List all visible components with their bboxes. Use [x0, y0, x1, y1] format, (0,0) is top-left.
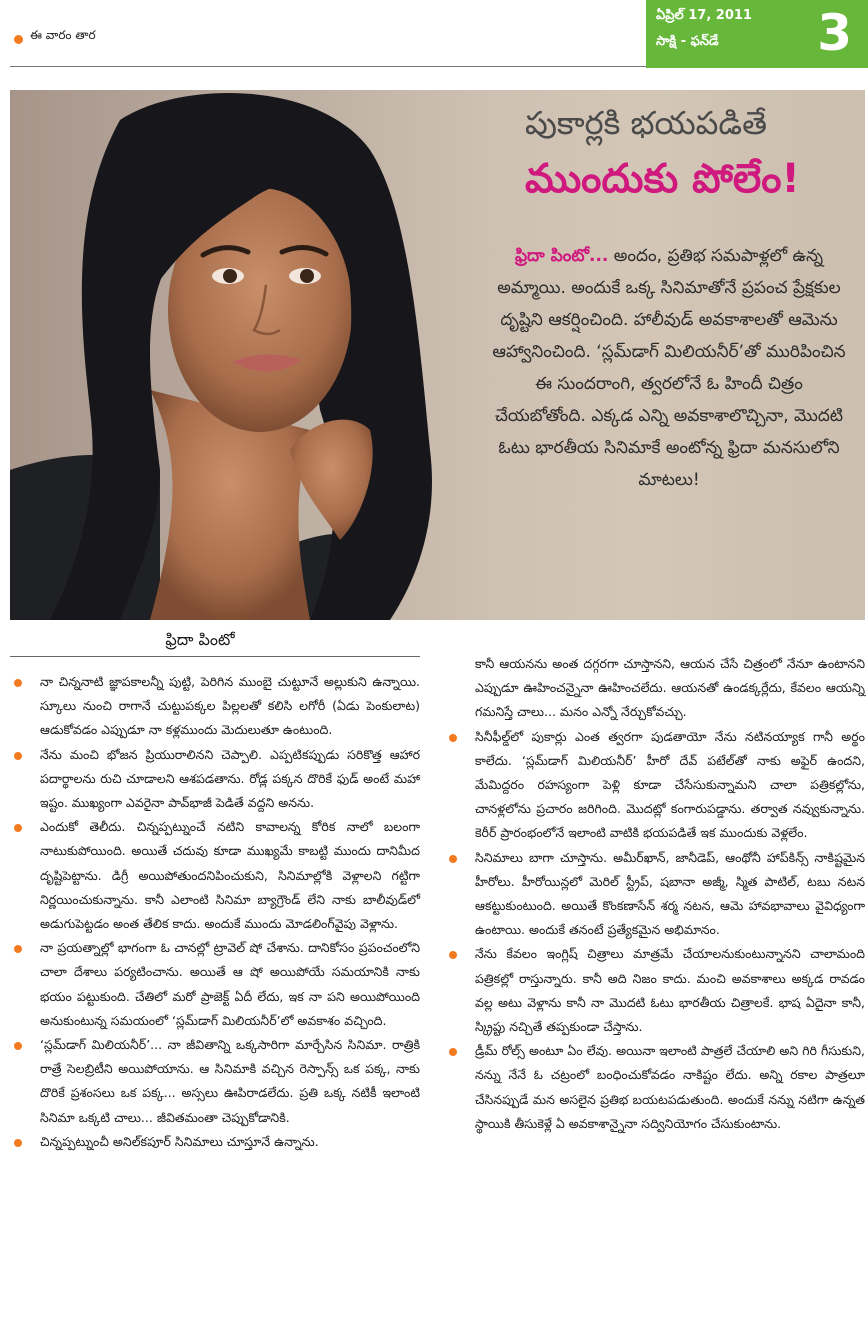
paper-name: సాక్షి - ఫన్‌డే [656, 34, 719, 49]
header-rule [10, 66, 646, 67]
paragraph-bullet-icon [14, 1042, 22, 1050]
paragraph-bullet-icon [14, 679, 22, 687]
article-paragraph: ‘స్లమ్‌డాగ్ మిలియనీర్’... నా జీవితాన్ని ఒక్కసారిగా మార్చేసిన సినిమా. రాత్రికి రాత్రే సెలబ్రిటీని అయిపోయాను. ఆ సినిమాకి వచ్చిన రెస్పాన్స్ ఒక పక్క, నాకు దొరికే ప్రశంసలు ఒక పక్క... అస్సలు ఊపిరాడలేదు. ప్రతి ఒక్క నటికీ ఇలాంటి సినిమా ఒక్కటి చాలు... జీవితమంతా చెప్పుకోడానికి. [10, 1033, 420, 1130]
intro-text: అందం, ప్రతిభ సమపాళ్లలో ఉన్న అమ్మాయి. అందుకే ఒక్క సినిమాతోనే ప్రపంచ ప్రేక్షకుల దృష్టిని ఆకర్షించింది. హాలీవుడ్ అవకాశాలతో ఆమెను ఆహ్వానించింది. ‘స్లమ్‌డాగ్ మిలియనీర్’తో మురిపించిన ఈ సుందరాంగి, త్వరలోనే ఓ హిందీ చిత్రం చేయబోతోంది. ఎక్కడ ఎన్ని అవకాశాలొచ్చినా, మొదటి ఓటు భారతీయ సినిమాకే అంటోన్న ఫ్రిదా మనసులోని మాటలు! [492, 246, 846, 490]
article-paragraph: నేను కేవలం ఇంగ్లిష్ చిత్రాలు మాత్రమే చేయాలనుకుంటున్నానని చాలామంది పత్రికల్లో రాస్తున్నారు. కానీ అది నిజం కాదు. మంచి అవకాశాలు అక్కడ రావడం వల్ల అటు వెళ్లాను కానీ నా మొదటి ఓటు భారతీయ చిత్రాలకే. భాష ఏదైనా కానీ, స్క్రిప్టు నచ్చితే తప్పకుండా చేస్తాను. [445, 942, 865, 1039]
intro-paragraph [488, 240, 850, 496]
caption-rule [10, 656, 420, 657]
article-left-column [10, 670, 420, 1154]
section-label: ఈ వారం తార [30, 28, 96, 42]
paragraph-bullet-icon [449, 734, 457, 742]
article-paragraph: సినీఫీల్డ్‌లో పుకార్లు ఎంత త్వరగా పుడతాయో నేను నటినయ్యాక గానీ అర్థం కాలేదు. ‘స్లమ్‌డాగ్ మిలియనీర్’ హీరో దేవ్ పటేల్‌తో నాకు అఫైర్ ఉందని, మేమిద్దరం రహస్యంగా పెళ్లి కూడా చేసేసుకున్నామని చాలా పత్రికల్లోను, చానళ్లలోను ప్రచారం జరిగింది. మొదట్లో కంగారుపడ్డాను. తర్వాత నవ్వుకున్నాను. కెరీర్ ప్రారంభంలోనే ఇలాంటి వాటికి భయపడితే ఇక ముందుకు వెళ్లలేం. [445, 725, 865, 846]
article-paragraph: చిన్నప్పట్నుంచీ అనిల్‌కపూర్ సినిమాలు చూస్తూనే ఉన్నాను. [10, 1130, 420, 1154]
paragraph-bullet-icon [449, 855, 457, 863]
article-paragraph: ఎందుకో తెలీదు. చిన్నప్పట్నుంచే నటిని కావాలన్న కోరిక నాలో బలంగా నాటుకుపోయింది. అయితే చదువు కూడా ముఖ్యమే కాబట్టి ముందు దానిమీద దృష్టిపెట్టాను. డిగ్రీ అయిపోతుందనిపించుకుని, సినిమాల్లోకి వెళ్లాలని గట్టిగా నిర్ణయించుకున్నాను. కానీ ఎలాంటి సినిమా బ్యాగ్రౌండ్ లేని నాకు బాలీవుడ్‌లో అడుగుపెట్టడం అంత తేలిక కాదు. అందుకే ముందు మోడలింగ్‌వైపు వెళ్లాను. [10, 815, 420, 936]
section-bullet-icon [14, 35, 23, 44]
page-header [0, 0, 868, 70]
article-paragraph: నేను మంచి భోజన ప్రియురాలినని చెప్పాలి. ఎప్పటికప్పుడు సరికొత్త ఆహార పదార్థాలను రుచి చూడాలని ఆశపడతాను. రోడ్ల పక్కన దొరికే ఫుడ్ అంటే మహా ఇష్టం. ముఖ్యంగా ఎవరైనా పావ్‌భాజీ పెడితే వద్దని అనను. [10, 743, 420, 816]
article-paragraph: సినిమాలు బాగా చూస్తాను. అమీర్‌ఖాన్, జానీడెప్, ఆంథోనీ హాప్‌కిన్స్ నాకిష్టమైన హీరోలు. హీరోయిన్లలో మెరిల్ స్ట్రీప్, షబానా అజ్మీ, స్మిత పాటిల్, టబు నటన ఆకట్టుకుంటుంది. అయితే కొంకణాసేన్ శర్మ నటన, ఆమె హావభావాలు వైవిధ్యంగా ఉంటాయి. అందుకే తనంటే ప్రత్యేకమైన అభిమానం. [445, 846, 865, 943]
issue-date: ఏప్రిల్ 17, 2011 [656, 8, 752, 23]
paragraph-bullet-icon [14, 945, 22, 953]
page-number: 3 [817, 4, 852, 62]
article-paragraph: డ్రీమ్ రోల్స్ అంటూ ఏం లేవు. అయినా ఇలాంటి పాత్రలే చేయాలి అని గిరి గీసుకుని, నన్ను నేనే ఓ చట్రంలో బంధించుకోవడం నాకిష్టం లేదు. అన్ని రకాల పాత్రలూ చేసినప్పుడే మన అసలైన ప్రతిభ బయటపడుతుంది. అందుకే నన్ను నటిగా ఉన్నత స్థాయికి తీసుకెళ్లే ఏ అవకాశాన్నైనా సద్వినియోగం చేసుకుంటాను. [445, 1039, 865, 1136]
headline-line-2: ముందుకు పోలేం! [525, 156, 800, 202]
paragraph-bullet-icon [14, 752, 22, 760]
photo-caption: ఫ్రిదా పింటో [165, 630, 235, 649]
paragraph-bullet-icon [449, 951, 457, 959]
paragraph-bullet-icon [14, 824, 22, 832]
paragraph-bullet-icon [449, 1048, 457, 1056]
hero-section [10, 90, 865, 620]
article-continuation: కానీ ఆయనను అంత దగ్గరగా చూస్తానని, ఆయన చేసే చిత్రంలో నేనూ ఉంటానని ఎప్పుడూ ఊహించన్నైనా ఊహించలేదు. ఆయనతో ఉండక్కర్లేదు, కేవలం ఆయన్ని గమనిస్తే చాలు... మనం ఎన్నో నేర్చుకోవచ్చు. [475, 656, 865, 720]
article-right-column [445, 652, 865, 1136]
article-paragraph: నా చిన్ననాటి జ్ఞాపకాలన్నీ పుట్టి, పెరిగిన ముంబై చుట్టూనే అల్లుకుని ఉన్నాయి. స్కూలు నుంచి రాగానే చుట్టుపక్కల పిల్లలతో కలిసి లగోరీ (ఏడు పెంకులాట) ఆడుకోవడం ఎప్పుడూ నా కళ్లముందు మెదులుతూ ఉంటుంది. [10, 670, 420, 743]
article-paragraph: నా ప్రయత్నాల్లో భాగంగా ఓ చానల్లో ట్రావెల్ షో చేశాను. దానికోసం ప్రపంచంలోని చాలా దేశాలు పర్యటించాను. అయితే ఆ షో అయిపోయే సమయానికి నాకు భయం పట్టుకుంది. చేతిలో మరో ప్రాజెక్ట్ ఏదీ లేదు, ఇక నా పని అయిపోయింది అనుకుంటున్న సమయంలో ‘స్లమ్‌డాగ్ మిలియనీర్’లో అవకాశం వచ్చింది. [10, 936, 420, 1033]
headline-line-1: పుకార్లకి భయపడితే [525, 104, 768, 142]
intro-name: ఫ్రిదా పింటో... [514, 246, 609, 266]
paragraph-bullet-icon [14, 1139, 22, 1147]
issue-info-box [646, 0, 868, 68]
